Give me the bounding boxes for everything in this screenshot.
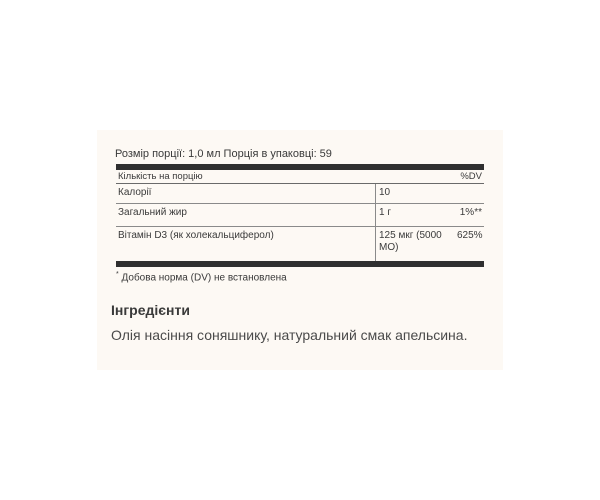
footnote-text: Добова норма (DV) не встановлена xyxy=(118,272,287,284)
nutrient-dv xyxy=(455,184,484,203)
table-row-vitamin-d3 xyxy=(116,227,484,261)
table-header xyxy=(116,170,484,183)
nutrient-name: Калорії xyxy=(118,187,152,198)
table-row-calories xyxy=(116,184,484,203)
nutrient-amount: 1 г xyxy=(375,204,455,226)
amount-per-serving-label: Кількість на порцію xyxy=(118,171,203,182)
nutrient-amount: 125 мкг (5000 МО) xyxy=(375,227,455,261)
supplement-facts-panel xyxy=(97,130,503,370)
serving-info: Розмір порції: 1,0 мл Порція в упаковці: 59 xyxy=(115,148,332,160)
nutrient-amount: 10 xyxy=(375,184,455,203)
bottom-thick-rule xyxy=(116,261,484,267)
nutrient-name: Загальний жир xyxy=(118,207,187,218)
footnote-mark: * xyxy=(116,271,119,278)
nutrient-dv: 625% xyxy=(457,230,483,241)
dv-footnote xyxy=(116,271,287,283)
dv-header-label: %DV xyxy=(460,171,482,182)
nutrition-table xyxy=(116,164,484,267)
nutrient-name: Вітамін D3 (як холекальциферол) xyxy=(118,230,274,241)
nutrient-dv: 1%** xyxy=(459,207,482,218)
ingredients-heading: Інгредієнти xyxy=(111,302,190,318)
ingredients-text: Олія насіння соняшнику, натуральний смак апельсина. xyxy=(111,327,468,343)
table-row-total-fat xyxy=(116,204,484,226)
